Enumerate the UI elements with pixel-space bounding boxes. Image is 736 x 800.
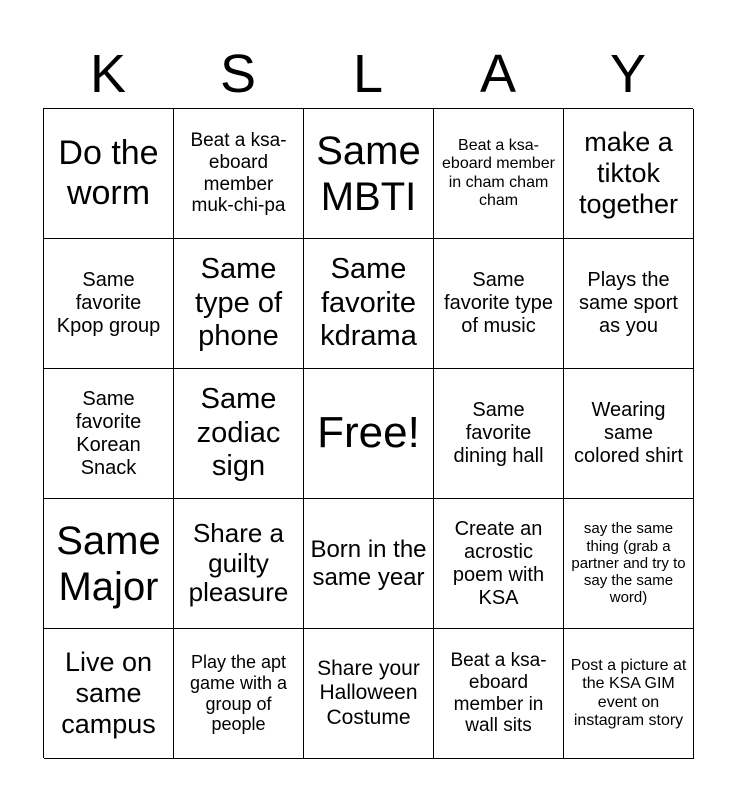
header-letter-s: S [219,44,257,104]
cell-text: Same type of phone [194,253,283,353]
cell-text: Beat a ksa-eboard member muk-chi-pa [190,129,287,217]
bingo-cell [174,369,304,499]
cell-text: Same favorite dining hall [453,399,544,467]
cell-text: Share a guilty pleasure [188,517,289,608]
cell-text: Free! [317,408,420,458]
cell-text: Born in the same year [310,535,427,591]
bingo-cell [564,239,694,369]
cell-text: Same favorite type of music [444,269,553,337]
cell-text: Same zodiac sign [196,383,281,483]
bingo-cell [174,629,304,759]
cell-text: Plays the same sport as you [579,269,678,337]
cell-text: Play the apt game with a group of people [189,652,288,735]
header-letter-a: A [479,44,517,104]
cell-text: make a tiktok together [578,126,679,220]
cell-text: Same favorite Kpop group [56,269,161,337]
bingo-cell-free [304,369,434,499]
cell-text: say the same thing (grab a partner and try to say the same word) [571,520,686,607]
header-letter-l: L [352,44,384,104]
bingo-cell [174,109,304,239]
cell-text: Post a picture at the KSA GIM event on instagram story [570,656,687,729]
bingo-cell [174,239,304,369]
cell-text: Wearing same colored shirt [574,399,683,467]
cell-text: Same Major [56,518,161,609]
cell-text: Same MBTI [316,128,421,219]
cell-text: Do the worm [58,134,159,212]
bingo-cell [434,109,564,239]
cell-text: Beat a ksa-eboard member in cham cham cham [442,136,555,209]
bingo-cell [304,629,434,759]
bingo-cell [304,239,434,369]
header-letter-k: K [89,44,127,104]
cell-text: Live on same campus [61,646,156,740]
bingo-cell [44,369,174,499]
bingo-cell [304,499,434,629]
bingo-cell [434,239,564,369]
bingo-cell [44,109,174,239]
bingo-cell [174,499,304,629]
cell-text: Same favorite kdrama [320,253,417,353]
bingo-cell [564,499,694,629]
bingo-cell [44,239,174,369]
bingo-cell [564,109,694,239]
cell-text: Same favorite Korean Snack [75,387,142,479]
bingo-cell [434,629,564,759]
bingo-cell [304,109,434,239]
bingo-cell [44,499,174,629]
cell-text: Beat a ksa-eboard member in wall sits [450,649,547,737]
bingo-grid [43,108,693,758]
cell-text: Create an acrostic poem with KSA [452,517,545,609]
bingo-cell [434,499,564,629]
bingo-cell [44,629,174,759]
cell-text: Share your Halloween Costume [317,657,420,729]
bingo-cell [564,629,694,759]
bingo-header [43,40,693,108]
bingo-cell [434,369,564,499]
bingo-cell [564,369,694,499]
header-letter-y: Y [609,44,647,104]
